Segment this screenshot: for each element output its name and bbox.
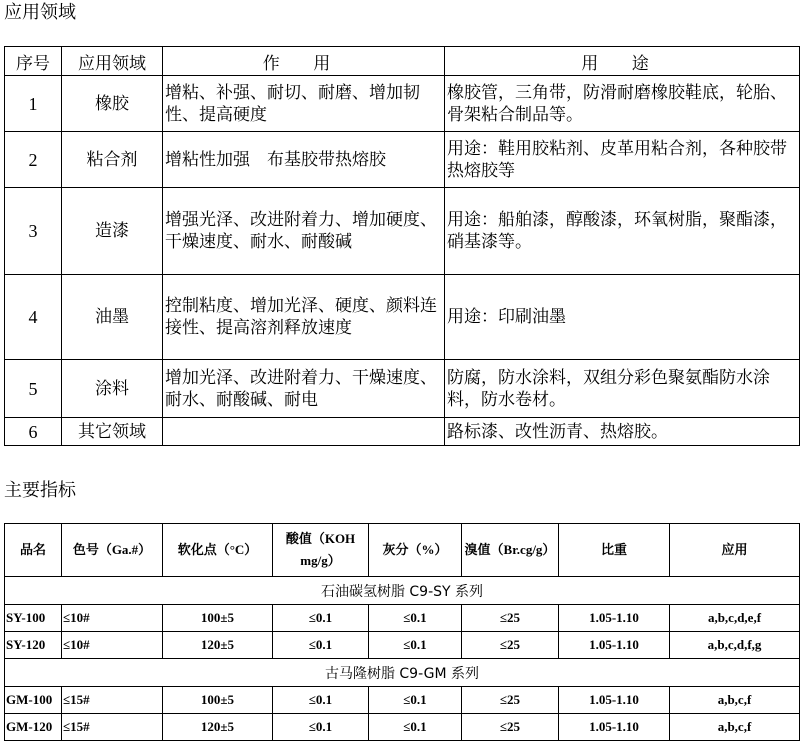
table-row [5,275,800,360]
row-no: 6 [5,418,62,446]
table-row [5,188,800,275]
cell-density: 1.05-1.10 [559,714,670,741]
row-area: 造漆 [62,188,163,275]
specs-table [4,523,800,741]
table-row [5,360,800,418]
table-row [5,418,800,446]
cell-application: a,b,c,d,f,g [670,632,800,659]
cell-softening-point: 100±5 [163,687,273,714]
header-acid-value: 酸值（KOH mg/g） [273,524,369,577]
header-name: 品名 [5,524,62,577]
group-row [5,577,800,605]
row-effect: 增粘性加强 布基胶带热熔胶 [163,132,445,188]
group-title: 古马隆树脂 C9-GM 系列 [5,659,800,687]
row-area: 橡胶 [62,76,163,132]
cell-application: a,b,c,d,e,f [670,605,800,632]
cell-application: a,b,c,f [670,714,800,741]
cell-density: 1.05-1.10 [559,605,670,632]
section-title-applications: 应用领域 [4,2,76,23]
row-no: 3 [5,188,62,275]
cell-acid-value: ≤0.1 [273,632,369,659]
header-effect: 作 用 [163,47,445,76]
table-row [5,687,800,714]
cell-name: GM-100 [5,687,62,714]
header-use: 用 途 [445,47,800,76]
cell-softening-point: 120±5 [163,632,273,659]
row-use: 用途：鞋用胶粘剂、皮革用粘合剂，各种胶带热熔胶等 [445,132,800,188]
cell-bromine: ≤25 [462,714,559,741]
row-no: 1 [5,76,62,132]
row-effect [163,418,445,446]
table-row [5,714,800,741]
row-effect: 控制粘度、增加光泽、硬度、颜料连接性、提高溶剂释放速度 [163,275,445,360]
header-softening-point: 软化点（°C） [163,524,273,577]
cell-ash: ≤0.1 [369,687,462,714]
row-area: 涂料 [62,360,163,418]
table-row [5,132,800,188]
row-use: 橡胶管，三角带，防滑耐磨橡胶鞋底，轮胎、骨架粘合制品等。 [445,76,800,132]
row-use: 用途：印刷油墨 [445,275,800,360]
row-area: 其它领域 [62,418,163,446]
cell-color: ≤10# [62,605,163,632]
row-area: 粘合剂 [62,132,163,188]
table-row [5,76,800,132]
cell-bromine: ≤25 [462,632,559,659]
cell-name: GM-120 [5,714,62,741]
row-no: 2 [5,132,62,188]
cell-name: SY-100 [5,605,62,632]
cell-density: 1.05-1.10 [559,632,670,659]
group-row [5,659,800,687]
row-no: 4 [5,275,62,360]
row-use: 路标漆、改性沥青、热熔胶。 [445,418,800,446]
cell-color: ≤15# [62,714,163,741]
header-ash: 灰分（%） [369,524,462,577]
applications-table [4,46,800,446]
row-use: 用途：船舶漆，醇酸漆，环氧树脂，聚酯漆，硝基漆等。 [445,188,800,275]
header-area: 应用领域 [62,47,163,76]
cell-density: 1.05-1.10 [559,687,670,714]
row-use: 防腐，防水涂料，双组分彩色聚氨酯防水涂料，防水卷材。 [445,360,800,418]
table-header-row [5,47,800,76]
row-effect: 增强光泽、改进附着力、增加硬度、干燥速度、耐水、耐酸碱 [163,188,445,275]
cell-ash: ≤0.1 [369,605,462,632]
header-color: 色号（Ga.#） [62,524,163,577]
header-no: 序号 [5,47,62,76]
row-effect: 增加光泽、改进附着力、干燥速度、耐水、耐酸碱、耐电 [163,360,445,418]
header-density: 比重 [559,524,670,577]
row-area: 油墨 [62,275,163,360]
cell-softening-point: 100±5 [163,605,273,632]
header-bromine: 溴值（Br.cg/g） [462,524,559,577]
cell-application: a,b,c,f [670,687,800,714]
table-header-row [5,524,800,577]
cell-softening-point: 120±5 [163,714,273,741]
table-row [5,632,800,659]
cell-bromine: ≤25 [462,605,559,632]
cell-bromine: ≤25 [462,687,559,714]
cell-color: ≤15# [62,687,163,714]
section-title-specs: 主要指标 [4,480,76,501]
cell-acid-value: ≤0.1 [273,687,369,714]
cell-ash: ≤0.1 [369,632,462,659]
row-no: 5 [5,360,62,418]
cell-ash: ≤0.1 [369,714,462,741]
cell-acid-value: ≤0.1 [273,605,369,632]
row-effect: 增粘、补强、耐切、耐磨、增加韧性、提高硬度 [163,76,445,132]
cell-color: ≤10# [62,632,163,659]
header-application: 应用 [670,524,800,577]
cell-name: SY-120 [5,632,62,659]
cell-acid-value: ≤0.1 [273,714,369,741]
table-row [5,605,800,632]
group-title: 石油碳氢树脂 C9-SY 系列 [5,577,800,605]
